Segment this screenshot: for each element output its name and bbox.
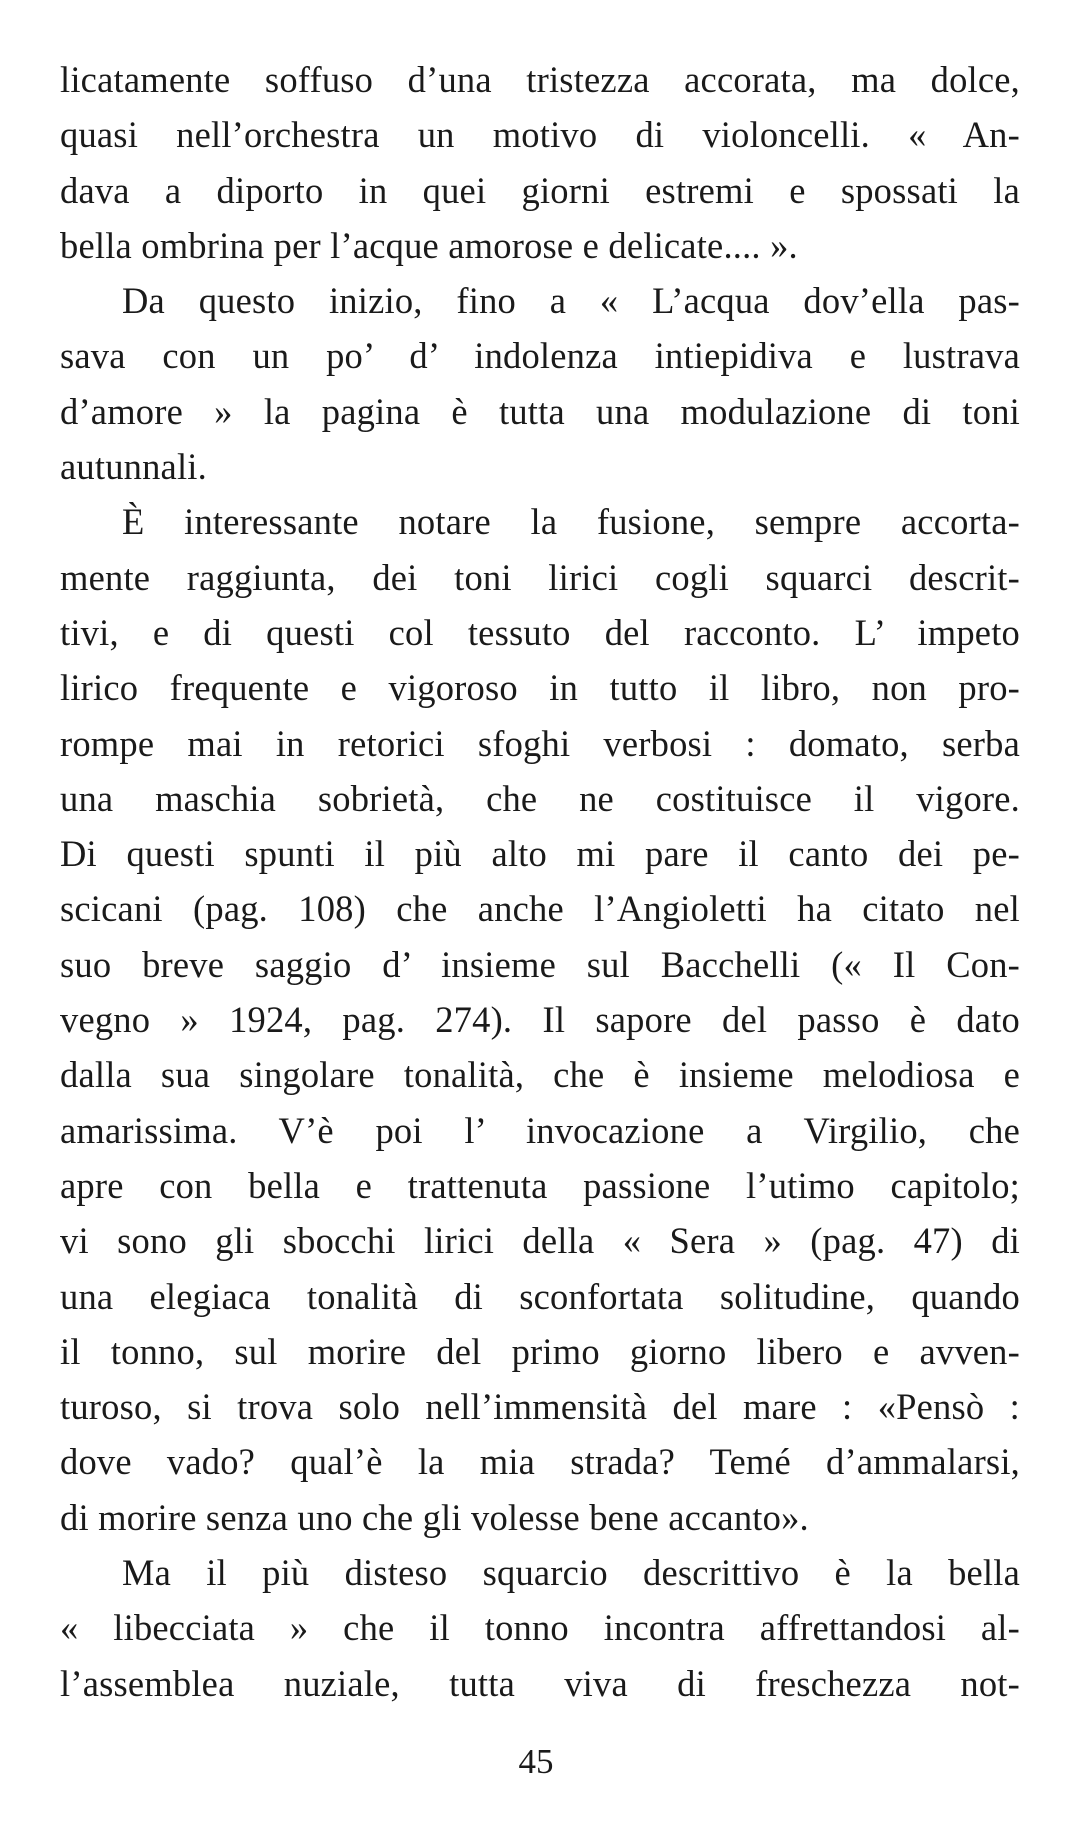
text-line: dove vado? qual’è la mia strada? Temé d’ammalarsi,	[60, 1441, 1020, 1483]
text-line: una maschia sobrietà, che ne costituisce il vigore.	[60, 777, 1020, 819]
text-line: il tonno, sul morire del primo giorno libero e avven-	[60, 1330, 1020, 1372]
text-line: bella ombrina per l’acque amorose e delicate.... ».	[60, 224, 798, 266]
text-line: tivi, e di questi col tessuto del racconto. L’ impeto	[60, 611, 1020, 653]
body-text	[60, 52, 1020, 1711]
text-line: mente raggiunta, dei toni lirici cogli squarci descrit-	[60, 556, 1020, 598]
text-line: dava a diporto in quei giorni estremi e spossati la	[60, 169, 1020, 211]
text-line: rompe mai in retorici sfoghi verbosi : domato, serba	[60, 722, 1020, 764]
text-line: vi sono gli sbocchi lirici della « Sera » (pag. 47) di	[60, 1220, 1020, 1262]
text-line: Di questi spunti il più alto mi pare il canto dei pe-	[60, 833, 1020, 875]
text-line: di morire senza uno che gli volesse bene accanto».	[60, 1496, 809, 1538]
text-line: una elegiaca tonalità di sconfortata solitudine, quando	[60, 1275, 1020, 1317]
text-line: suo breve saggio d’ insieme sul Bacchelli (« Il Con-	[60, 943, 1020, 985]
text-line: sava con un po’ d’ indolenza intiepidiva e lustrava	[60, 335, 1020, 377]
page-number: 45	[518, 1742, 554, 1781]
text-line: Ma il più disteso squarcio descrittivo è la bella	[122, 1552, 1020, 1594]
text-line: apre con bella e trattenuta passione l’utimo capitolo;	[60, 1164, 1020, 1206]
text-line: vegno » 1924, pag. 274). Il sapore del passo è dato	[60, 999, 1020, 1041]
text-line: turoso, si trova solo nell’immensità del mare : «Pensò :	[60, 1386, 1020, 1428]
text-line: scicani (pag. 108) che anche l’Angioletti ha citato nel	[60, 888, 1020, 930]
text-line: l’assemblea nuziale, tutta viva di freschezza not-	[60, 1662, 1020, 1704]
text-line: quasi nell’orchestra un motivo di violoncelli. « An-	[60, 114, 1020, 156]
text-line: licatamente soffuso d’una tristezza accorata, ma dolce,	[60, 59, 1020, 100]
text-line: autunnali.	[60, 446, 207, 488]
text-line: Da questo inizio, fino a « L’acqua dov’ella pas-	[122, 280, 1020, 322]
text-line: È interessante notare la fusione, sempre accorta-	[122, 501, 1020, 543]
text-line: amarissima. V’è poi l’ invocazione a Virgilio, che	[60, 1109, 1020, 1151]
text-line: d’amore » la pagina è tutta una modulazione di toni	[60, 390, 1020, 432]
text-line: lirico frequente e vigoroso in tutto il libro, non pro-	[60, 667, 1020, 709]
text-line: « libecciata » che il tonno incontra affrettandosi al-	[60, 1607, 1020, 1649]
text-line: dalla sua singolare tonalità, che è insieme melodiosa e	[60, 1054, 1020, 1096]
